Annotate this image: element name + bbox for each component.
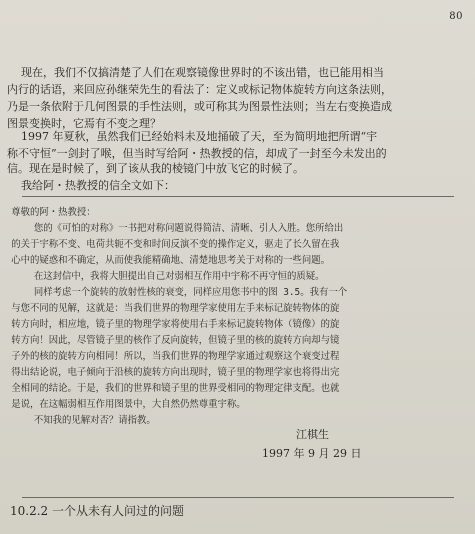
section-heading: 10.2.2 一个从未有人问过的问题 (10, 504, 184, 518)
letter-body: 您的《可怕的对称》一书把对称问题说得简洁、清晰、引人入胜。您所给出 的关于宇称不变、电荷共轭不变和时间反演不变的操作定义，驱走了长久留在我 心中的疑惑和不确定，从而使我能精确地、清楚地思考关于对称的一些问题。 在这封信中，我将大胆提出自己对弱相互作用中宇称不再守恒的质疑。 同样考虑一个旋转的放射性核的衰变，同样应用您书中的图 3.5。我有一个 与您不同的见解，这就是：当我们世界的物理学家使用左手来标记旋转物体的旋 转方向时，相应地，镜子里的物理学家将使用右手来标记旋转物体（镜像）的旋 转方向！因此，尽管镜子里的核作了反向旋转，但镜子里的核的旋转方向却与镜 子外的核的旋转方向相同！所以，当我们世界的物理学家通过观察这个衰变过程 得出结论说，电子倾向于沿核的旋转方向出现时，镜子里的物理学家也将得出完 全相同的结论。于是，我们的世界和镜子里的世界受相同的物理定律支配。也就 是说，在这幅弱相互作用图景中，大自然仍然尊重宇称。 不知我的见解对否？请指教。 (11, 223, 348, 426)
letter-top-rule (22, 196, 454, 197)
letter-signer: 江棋生 (296, 428, 329, 441)
body-paragraph-1: 现在，我们不仅搞清楚了人们在观察镜像世界时的不该出错，也已能用相当 内行的话语，来回应孙继荣先生的看法了：定义或标记物体旋转方向这条法则， 乃是一条依附于几何图景的手性法则，或可称其为图景性法则；当左右变换造成 图景变换时，它焉有不变之理？ (6, 66, 392, 130)
letter-bottom-rule (22, 497, 454, 498)
page-number: 80 (449, 11, 463, 22)
body-paragraph-3: 信。现在是时候了，到了该从我的棱镜门中放飞它的时候了。 我给阿・热教授的信全文如下： (6, 162, 304, 192)
body-paragraph-2: 1997 年夏秋，虽然我们已经始料未及地捅破了天，至为简明地把所谓“宇 称不守恒”一剑封了喉，但当时写给阿・热教授的信，却成了一封至今未发出的 (6, 130, 387, 160)
letter-date: 1997 年 9 月 29 日 (262, 447, 362, 460)
letter-greeting: 尊敬的阿・热教授： (0, 207, 96, 218)
